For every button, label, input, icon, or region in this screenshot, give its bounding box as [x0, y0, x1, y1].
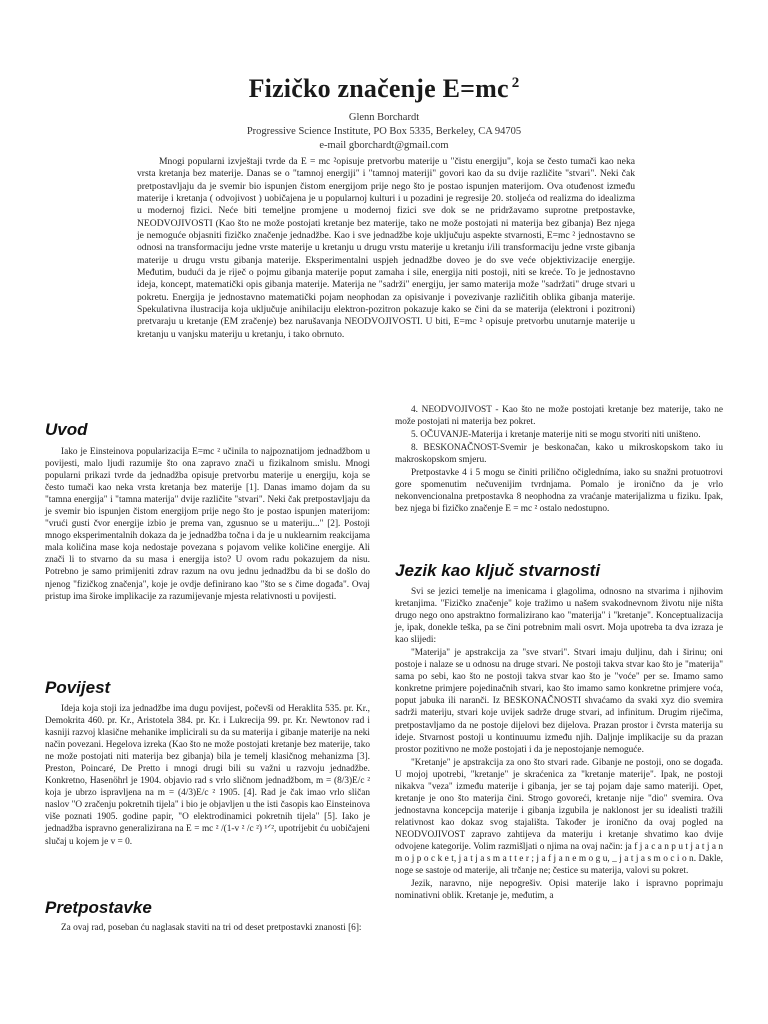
section-body-pretpostavke: [45, 922, 370, 935]
section-heading-uvod: Uvod: [45, 420, 88, 439]
abstract: [137, 156, 635, 341]
author-email: e-mail gborchardt@gmail.com: [319, 140, 449, 151]
assumptions-list: [395, 404, 723, 516]
section-body-jezik: [395, 586, 723, 903]
paper-title: [0, 74, 768, 104]
paragraph: Pretpostavke 4 i 5 mogu se činiti prilično očigledníma, iako su snažni protuotrovi gore spomenutim nečuvenijim tvrdnjama. Pomalo je ironično da je vrlo nekonvencionalna pretpostavka 8 neophodna za vraćanje materijalizma u fiziku. Ipak, bez njega bi fizičko značenje E = mc ² ostalo nedostupno.: [395, 468, 723, 515]
paragraph: Jezik, naravno, nije nepogrešiv. Opisi materije lako i ispravno poprimaju nominativni oblik. Kretanje je, međutim, a: [395, 879, 723, 902]
paragraph: Iako je Einsteinova popularizacija E=mc ² učinila to najpoznatijom jednadžbom u povijesti, malo ljudi razumije što ona zapravo znači u fizikalnom smislu. Mnogi popularni prikazi tvrde da jednadžba opisuje pretvorbu materije u energiju, koja se često tumači kao neka vrsta kretanja bez materije [1]. Danas imamo dojam da su "tamna energija" i "tamna materija" dvije različite "stvari". Neki čak pretpostavljaju da je svemir bio ispunjen čistom energijom prije nego što je postao ispunjen materijom: "vrući gusti čvor energije izbio je prema van, zgusnuo se u materiju..." [2]. Postoji mnogo eksperimentalnih dokaza da je jednadžba točna i da je u nuklearnim reakcijama mala količina mase koja nedostaje povezana s pojavom velike količine energije. Ali znači li to stvarno da su masa i energija isto? U ovom radu pokazujem da nisu. Potrebno je samo primijeniti zdrav razum na ovu jednu jednadžbu da bi se došlo do njenog "fizičkog značenja", koje je ovdje definirano kao "što se s čime događa". Ovaj pristup ima široke implikacije za razumijevanje mjesta relativnosti u povijesti.: [45, 447, 370, 602]
abstract-paragraph: Mnogi popularni izvještaji tvrde da E = mc ²opisuje pretvorbu materije u "čistu energiju", koja se često tumači kao neka vrsta kretanja bez materije. Danas se o "tamnoj energiji" i "tamnoj materiji" govori kao da su dvije različite "stvari". Neki čak pretpostavljaju da je svemir bio ispunjen čistom energijom prije nego što je postao ispunjen materijom. Ova otuđenost između materije i kretanja ( odvojivost ) uobičajena je u popularnoj kulturi i u pozadini je regresije 20. stoljeća od realizma do idealizma u modernoj fizici. Neće biti temeljne promjene u modernoj fizici sve dok se ne pridržavamo suprotne pretpostavke, NEODVOJIVOSTI (Kao što ne može postojati kretanje bez materije, tako ne može postojati ni materija bez gibanja) Bez njega je nemoguće objasniti fizičko značenje jednadžbe. Kao i sve jednadžbe koje uključuju aspekte stvarnosti, E=mc ² jednostavno se odnosi na transformaciju jedne vrste materije u kretanju u drugu vrstu materije u kretanju i/ili transformaciju jedne vrste gibanja materije u drugu vrstu gibanja materije. Eksperimentalni uspjeh jednadžbe doveo je do sve veće objektivizacije energije. Međutim, budući da je riječ o pojmu gibanja materije poput zamaha i sile, energija niti postoji, niti se kreće. To je jednostavno ideja, koncept, matematički opis gibanja materije. Materija ne "sadrži" energiju, jer samo materija može "sadržati" druge stvari u pokretu. Energija je jednostavno matematički pojam neophodan za opisivanje i povezivanje različitih oblika gibanja materije. Spekulativna ilustracija koja uključuje anihilaciju elektron-pozitron pokazuje kako se čini da se materija (elektroni i pozitroni) pretvaraju u kretanje (EM zračenje) bez narušavanja NEODVOJIVOSTI. U biti, E=mc ² opisuje pretvorbu unutarnje materije u kretanju u vanjsku materiju u kretanju, i tako obrnuto.: [137, 156, 635, 340]
author-name: Glenn Borchardt: [348, 112, 420, 123]
author-affiliation: Progressive Science Institute, PO Box 5335, Berkeley, CA 94705: [246, 126, 522, 137]
section-heading-jezik: Jezik kao ključ stvarnosti: [395, 561, 601, 580]
section-body-uvod: [45, 446, 370, 604]
title-superscript: 2: [511, 75, 520, 91]
paragraph: "Materija" je apstrakcija za "sve stvari". Stvari imaju duljinu, dah i širinu; oni postoje i nalaze se u odnosu na druge stvari. Ne postoji takva stvar kao što je "materija" sama po sebi, kao što ne postoji takva stvar kao što je "voće" per se. Imamo samo konkretne primjere pojedinačnih stvari, kao što imamo samo konkretne primjere voća, poput jabuka ili naranči. Iz BESKONAČNOSTI shvaćamo da svaki xyz dio svemira sadrži materiju, stvari koje uvijek sadrže druge stvari, ad infinitum. Drugim riječima, pretpostavljamo da ne postoje dijelovi bez dijelova. Prazan prostor i čvrsta materija su ideje. Stvarnost postoji u kontinuumu između njih. Daljnje implikacije su da prazan prostor pozitivno ne može postojati i da je nepostojanje nemoguće.: [395, 648, 723, 755]
assumption-item: 5. OČUVANJE-Materija i kretanje materije niti se mogu stvoriti niti uništeno.: [411, 430, 701, 441]
paragraph: "Kretanje" je apstrakcija za ono što stvari rade. Gibanje ne postoji, ono se događa. U mojoj upotrebi, "kretanje" je skraćenica za "kretanje materije". Ipak, ne postoji nikakva "veza" između materije i gibanja, jer se taj pojam daje samo materiji. Opet, kretanje je ono što materija čini. Strogo govoreći, kretanje nije "dio" svemira. Ova jednostavna koncepcija materije i gibanja izgubila je naklonost jer su idealisti tražili relativnost kao dokaz svog stajališta. Također je ironično da ovaj pogled na NEODVOJIVOST zapravo zahtijeva da materiju i kretanje shvatimo kao dvije odvojene kategorije. Volim razmišljati o njima na ovaj način: ja f j a c a n p u t j a t j a n m o j p o c k e t, j a t j a s m a t t e r ; j a f j a n e m o g u, _ j a t j a s m o c i o n. Dakle, noge se sastoje od materije, ali trčanje ne; čestice su materija, valovi su pokret.: [395, 757, 723, 877]
paragraph: Ideja koja stoji iza jednadžbe ima dugu povijest, počevši od Heraklita 535. pr. Kr., Demokrita 460. pr. Kr., Aristotela 384. pr. Kr. i Lukrecija 99. pr. Kr. Newtonov rad i kasniji razvoj klasične mehanike implicirali su da su materija i gibanje materije na neki način povezani. Hegelova izreka (Kao što ne može postojati kretanje bez materije, tako ne može postojati niti materija bez gibanja) bila je temelj klasičnog mehanizma [3]. Preston, Poincaré, De Pretto i mnogi drugi bili su važni u razvoju jednadžbe. Konkretno, Hasenöhrl je 1904. objavio rad s vrlo sličnom jednadžbom, m = (8/3)E/c ² koja je ubrzo ispravljena na m = (4/3)E/c ² 1905. [4]. Rad je čak imao vrlo sličan naslov "O zračenju pokretnih tijela" i bio je objavljen u the isti časopis kao Einsteinova više poznati 1905. godine papir, "O elektrodinamici pokretnih tijela" [5]. Iako je jednadžba ispravno generalizirana na E = mc ² /(1-v ² /c ²) ¹ᐟ², upotrijebit ću uobičajeni slučaj u kojem je v = 0.: [45, 704, 370, 847]
paragraph: Za ovaj rad, poseban ću naglasak staviti na tri od deset pretpostavki znanosti [6]:: [61, 923, 362, 933]
section-heading-pretpostavke: Pretpostavke: [45, 898, 152, 917]
paragraph: Svi se jezici temelje na imenicama i glagolima, odnosno na stvarima i njihovim kretanjima. "Fizičko značenje" koje tražimo u našem svakodnevnom životu nije ništa drugo nego ono apstraktno formalizirano kao "materija" i "kretanje". Konceptualizacija je, ipak, donekle teška, pa se čini potrebnim mali osvrt. Moja upotreba ta dva izraza je kao slijedi:: [395, 587, 723, 646]
assumption-item: 8. BESKONAČNOST-Svemir je beskonačan, kako u mikroskopskom tako iu makroskopskom smjeru.: [395, 443, 723, 466]
assumption-item: 4. NEODVOJIVOST - Kao što ne može postojati kretanje bez materije, tako ne može postojati ni materija bez pokret.: [395, 405, 723, 428]
section-heading-povijest: Povijest: [45, 678, 111, 697]
title-text: Fizičko značenje E=mc: [248, 74, 509, 103]
section-body-povijest: [45, 703, 370, 849]
